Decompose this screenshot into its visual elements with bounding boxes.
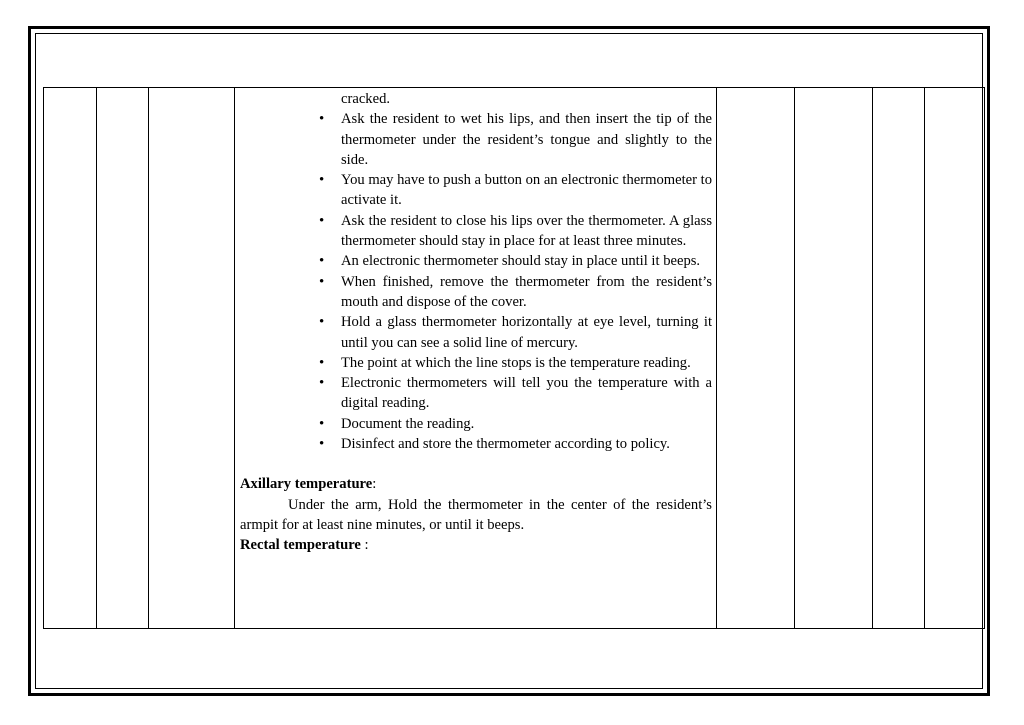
column-divider [234, 88, 235, 628]
axillary-paragraph: Under the arm, Hold the thermometer in the center of the resident’s armpit for at least nine minutes, or until it beeps. [240, 496, 712, 533]
axillary-heading: Axillary temperature [240, 476, 373, 493]
procedure-steps-list [240, 89, 712, 454]
column-divider [872, 88, 873, 628]
list-item: • Hold a glass thermometer horizontally at eye level, turning it until you can see a solid line of mercury. [341, 312, 712, 353]
list-item: • Document the reading. [341, 414, 712, 434]
axillary-colon: : [372, 476, 377, 493]
procedure-cell [240, 89, 712, 556]
column-divider [96, 88, 97, 628]
column-divider [716, 88, 717, 628]
list-item: • Electronic thermometers will tell you the temperature with a digital reading. [341, 373, 712, 414]
column-divider [924, 88, 925, 628]
rectal-colon: : [360, 537, 369, 554]
list-item: cracked. [341, 91, 391, 107]
spacer [240, 454, 712, 474]
list-item: • Disinfect and store the thermometer according to policy. [341, 434, 712, 454]
column-divider [148, 88, 149, 628]
axillary-heading-line [240, 474, 712, 494]
rectal-heading: Rectal temperature [240, 537, 361, 554]
list-item: • The point at which the line stops is the temperature reading. [341, 353, 712, 373]
rectal-heading-line [240, 535, 712, 555]
list-item: • Ask the resident to close his lips over the thermometer. A glass thermometer should stay in place for at least three minutes. [341, 211, 712, 252]
list-item: • An electronic thermometer should stay in place until it beeps. [341, 251, 712, 271]
list-item: • Ask the resident to wet his lips, and then insert the tip of the thermometer under the resident’s tongue and slightly to the side. [341, 109, 712, 170]
list-item: • You may have to push a button on an electronic thermometer to activate it. [341, 170, 712, 211]
column-divider [794, 88, 795, 628]
list-item: • When finished, remove the thermometer from the resident’s mouth and dispose of the cover. [341, 272, 712, 313]
